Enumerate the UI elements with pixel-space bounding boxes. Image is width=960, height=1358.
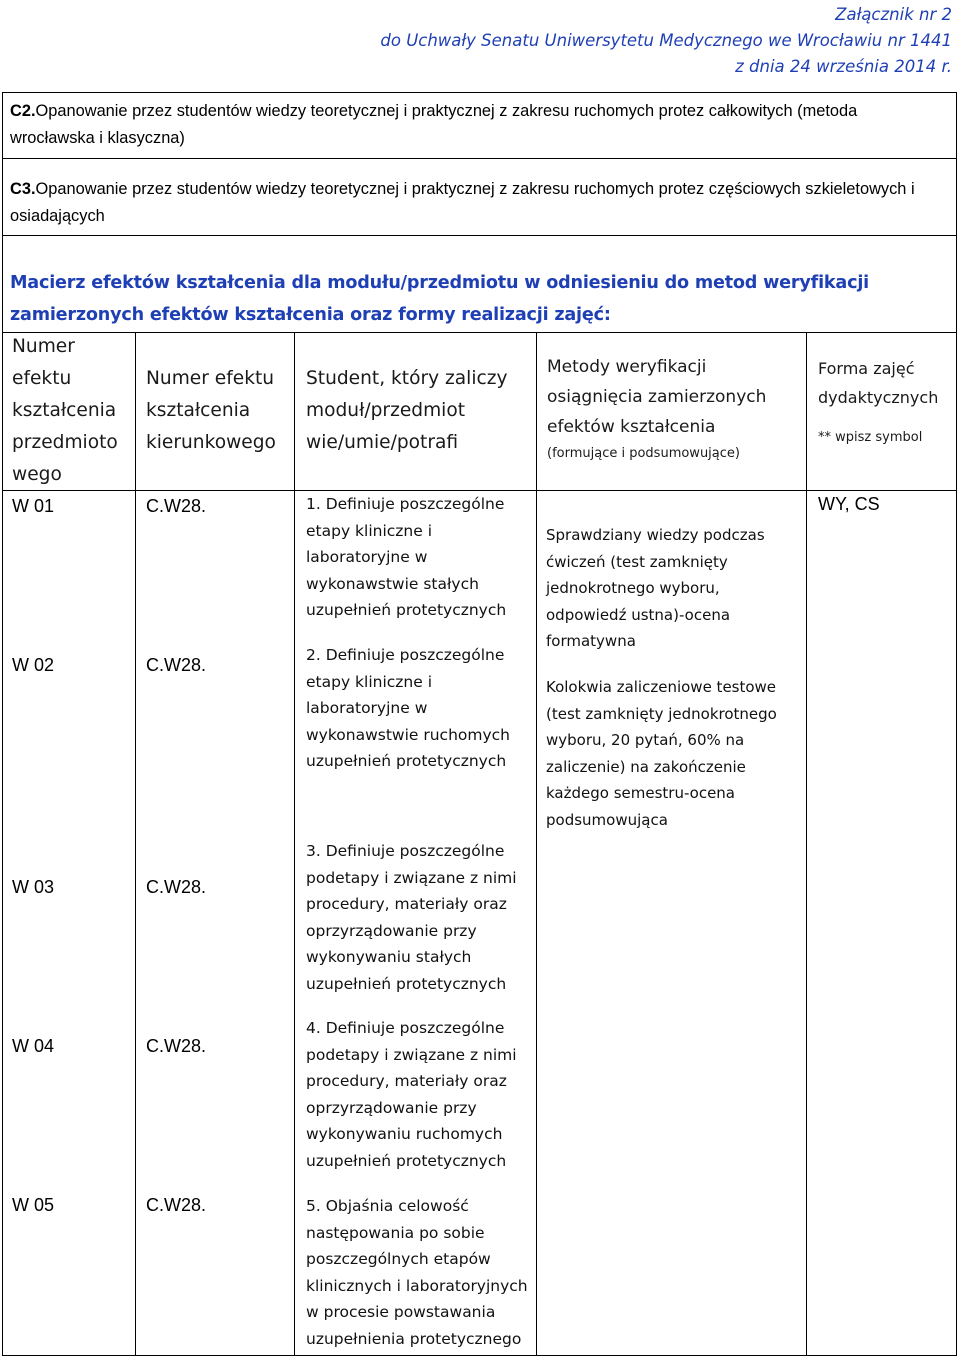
objective-c2 [10, 98, 945, 152]
header-text: kształcenia [146, 400, 251, 421]
divider [2, 158, 957, 159]
column-separator [806, 332, 807, 1356]
objective-code: C2. [10, 102, 36, 120]
objective-c3 [10, 176, 945, 230]
header-text: przedmioto [12, 432, 118, 453]
formative-assessment: Sprawdziany wiedzy podczas ćwiczeń (test zamknięty jednokrotnego wyboru, odpowiedź ustna)-ocena formatywna [546, 526, 765, 650]
header-class-form [818, 354, 954, 449]
learning-outcome: 2. Definiuje poszczególne etapy kliniczne i laboratoryjne w wykonawstwie ruchomych uzupełnień protetycznych [306, 646, 510, 770]
learning-outcome: 5. Objaśnia celowość następowania po sobie poszczególnych etapów klinicznych i laboratoryjnych w procesie powstawania uzupełnienia protetycznego [306, 1197, 528, 1348]
effect-code: W 03 [12, 877, 55, 897]
header-text: moduł/przedmiot [306, 400, 466, 421]
effect-code: W 04 [12, 1036, 55, 1056]
column-separator [135, 332, 136, 1356]
program-effect-ref: C.W28. [146, 655, 207, 675]
effect-code: W 05 [12, 1195, 55, 1215]
header-student-outcome [306, 363, 534, 459]
header-text: efektów kształcenia [547, 417, 716, 437]
matrix-title: Macierz efektów kształcenia dla modułu/przedmiotu w odniesieniu do metod weryfikacji zamierzonych efektów kształcenia oraz formy realizacji zajęć: [10, 273, 869, 325]
header-text: Numer efektu [146, 368, 275, 389]
document-header [252, 2, 952, 80]
learning-outcome: 4. Definiuje poszczególne podetapy i związane z nimi procedury, materiały oraz oprzyrządowanie przy wykonywaniu ruchomych uzupełnień protetycznych [306, 1019, 517, 1170]
program-effect-ref: C.W28. [146, 496, 207, 516]
header-text: osiągnięcia zamierzonych [547, 387, 767, 407]
header-text: Student, który zaliczy [306, 368, 508, 389]
learning-outcome: 3. Definiuje poszczególne podetapy i związane z nimi procedury, materiały oraz oprzyrządowanie przy wykonywaniu stałych uzupełnień protetycznych [306, 842, 517, 993]
resolution-reference: do Uchwały Senatu Uniwersytetu Medycznego we Wrocławiu nr 1441 [380, 31, 952, 50]
effect-code: W 02 [12, 655, 55, 675]
program-effect-ref: C.W28. [146, 1036, 207, 1056]
resolution-date: z dnia 24 września 2014 r. [735, 57, 952, 76]
summative-assessment: Kolokwia zaliczeniowe testowe (test zamknięty jednokrotnego wyboru, 20 pytań, 60% na zaliczenie) na zakończenie każdego semestru-ocena podsumowująca [546, 678, 777, 829]
header-text: kierunkowego [146, 432, 276, 453]
header-note: ** wpisz symbol [818, 430, 923, 445]
annex-number: Załącznik nr 2 [835, 5, 952, 24]
header-text: wie/umie/potrafi [306, 432, 459, 453]
divider [2, 235, 957, 236]
header-text: kształcenia [12, 400, 117, 421]
header-text: Metody weryfikacji [547, 357, 707, 377]
class-form-value: WY, CS [818, 494, 880, 514]
header-verification-methods [547, 352, 803, 465]
header-program-effect [146, 363, 292, 459]
header-text: dydaktycznych [818, 388, 939, 407]
program-effect-ref: C.W28. [146, 877, 207, 897]
header-text: efektu [12, 368, 72, 389]
header-text: Numer [12, 336, 75, 357]
header-effect-number [12, 331, 132, 491]
column-separator [536, 332, 537, 1356]
divider [2, 332, 957, 333]
objective-text: Opanowanie przez studentów wiedzy teoretycznej i praktycznej z zakresu ruchomych protez częściowych szkieletowych i osiadających [10, 180, 915, 225]
program-effect-ref: C.W28. [146, 1195, 207, 1215]
learning-outcome: 1. Definiuje poszczególne etapy kliniczne i laboratoryjne w wykonawstwie stałych uzupełnień protetycznych [306, 495, 507, 619]
header-text: Forma zajęć [818, 359, 915, 378]
effect-code: W 01 [12, 496, 55, 516]
objective-code: C3. [10, 180, 36, 198]
column-separator [294, 332, 295, 1356]
header-text: wego [12, 464, 62, 485]
objective-text: Opanowanie przez studentów wiedzy teoretycznej i praktycznej z zakresu ruchomych protez całkowitych (metoda wrocławska i klasyczna) [10, 102, 858, 147]
header-note: (formujące i podsumowujące) [547, 446, 740, 461]
